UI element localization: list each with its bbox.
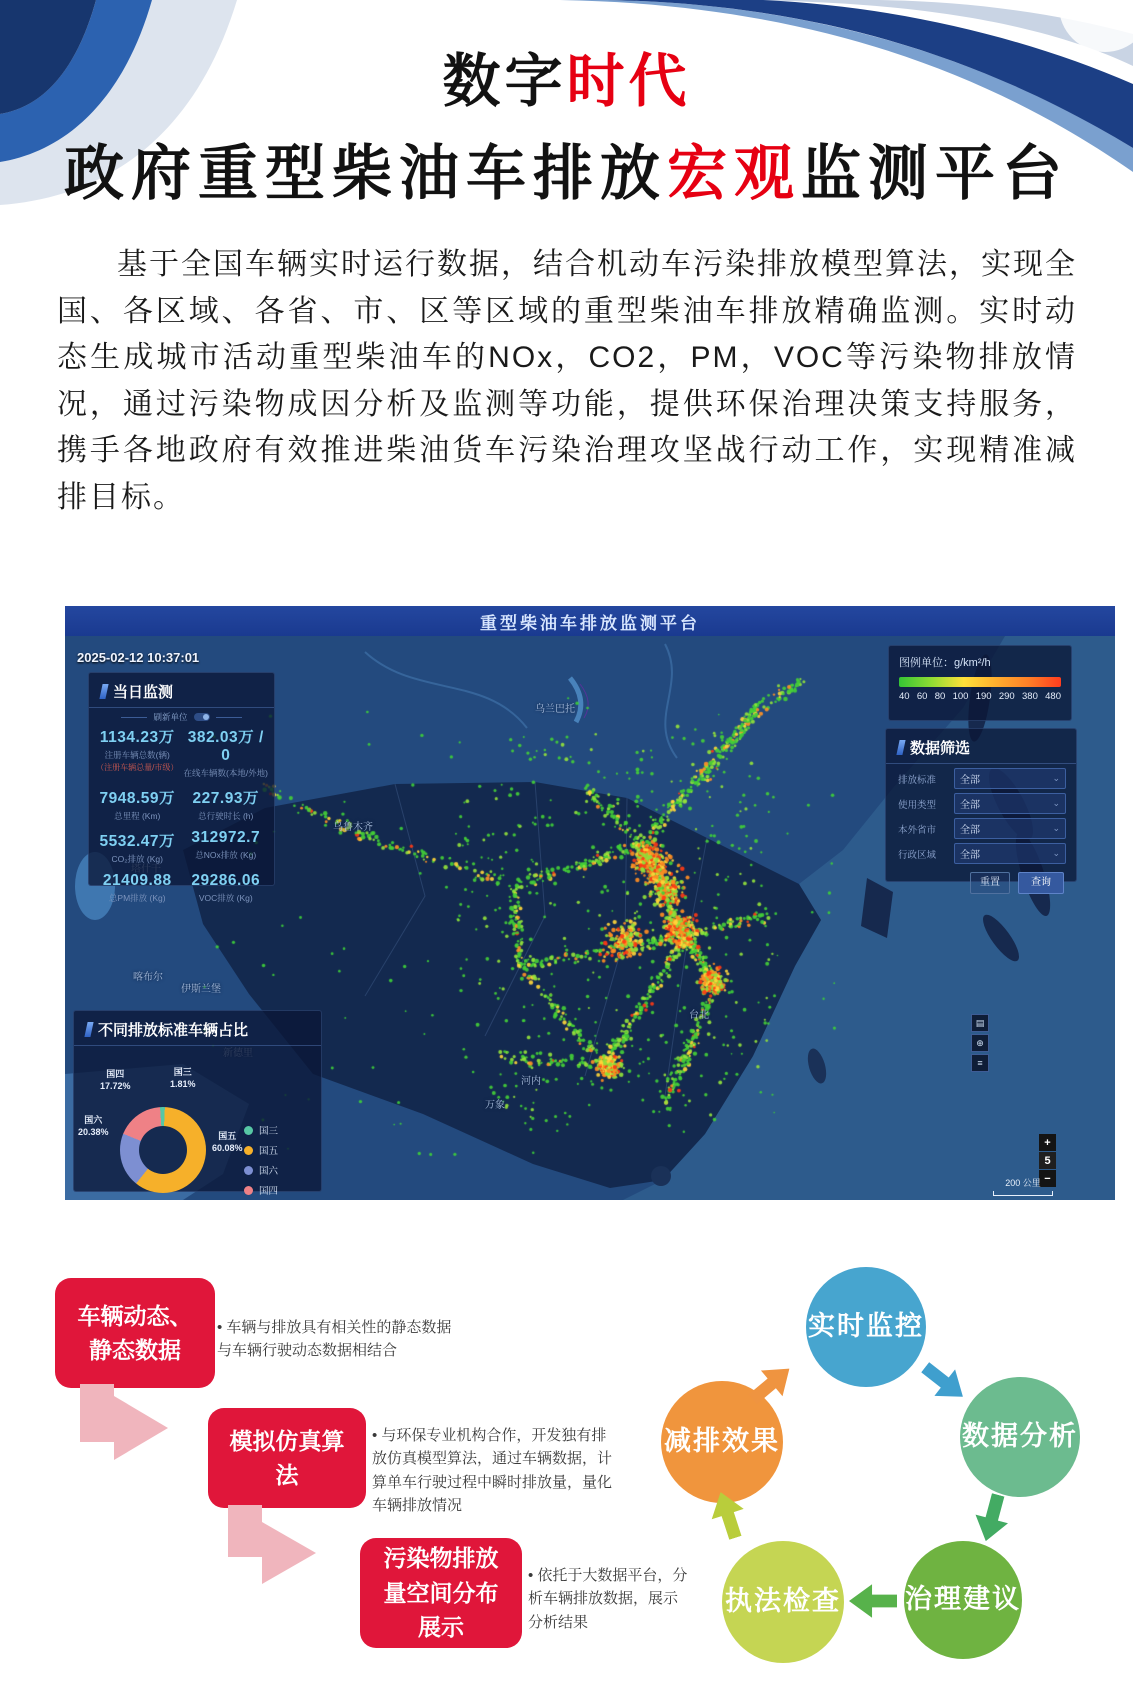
legend-tick: 80 [934, 691, 946, 702]
flow-arrow-2 [228, 1505, 262, 1557]
map-label: 伊斯兰堡 [181, 984, 221, 995]
filter-label: 使用类型 [898, 799, 937, 811]
zoom-in-button[interactable]: + [1039, 1134, 1056, 1151]
legend-tick: 290 [998, 691, 1015, 702]
filter-value: 全部 [960, 850, 980, 861]
filter-select-admin-region[interactable] [954, 843, 1066, 864]
flow-note-spatial-display: • 依托于大数据平台，分析车辆排放数据，展示分析结果 [528, 1564, 688, 1634]
stat-value: 312972.7 [191, 829, 261, 846]
filter-row [886, 789, 1076, 814]
stat-cell [93, 872, 182, 904]
filter-row [886, 814, 1076, 839]
stat-value: 5532.47万 [99, 833, 176, 850]
panel-title-row [89, 673, 274, 708]
donut-callout-guo3: 国三 1.81% [170, 1067, 196, 1089]
refresh-toggle[interactable] [194, 713, 210, 721]
legend-unit-label: 图例单位：g/km²/h [899, 657, 991, 669]
current-timestamp: 2025-02-12 10:37:01 [77, 650, 200, 665]
legend-tick: 100 [952, 691, 969, 702]
title-accent-icon [896, 740, 905, 755]
cycle-arrow-to-advice [966, 1490, 1017, 1547]
cycle-law-enforcement: 执法检查 [722, 1541, 844, 1663]
stat-label: 总行驶时长 (h) [198, 811, 254, 821]
map-label: 乌鲁木齐 [333, 822, 373, 833]
stat-label: 总里程 (Km) [114, 811, 161, 821]
legend-tick: 380 [1022, 691, 1038, 702]
donut-callout-guo6: 国六 20.38% [78, 1115, 109, 1137]
title1-black: 数字 [442, 49, 567, 114]
chevron-down-icon: ⌄ [1052, 773, 1060, 783]
refresh-row [89, 711, 274, 723]
donut-legend-item [244, 1123, 278, 1137]
poster-title-line2 [0, 126, 1133, 212]
poster-title-line1 [0, 34, 1133, 118]
filter-buttons-row [886, 864, 1076, 894]
donut-legend-item [244, 1143, 278, 1157]
legend-dot [244, 1186, 253, 1195]
panel-filter-title: 数据筛选 [910, 740, 971, 757]
donut-legend-item [244, 1163, 278, 1177]
filter-select-local-province[interactable] [954, 818, 1066, 839]
legend-gradient-bar [899, 677, 1061, 687]
stat-value: 29286.06 [191, 872, 261, 889]
chevron-down-icon: ⌄ [1052, 798, 1060, 808]
legend-ticks [899, 691, 1061, 702]
stat-cell [182, 725, 271, 779]
stat-label: 总PM排放 (Kg) [108, 893, 166, 903]
refresh-label: 刷新单位 [153, 712, 188, 722]
chevron-down-icon: ⌄ [1052, 823, 1060, 833]
title-accent-icon [99, 684, 108, 699]
map-scale [993, 1176, 1053, 1196]
scale-bar [993, 1191, 1053, 1196]
panel-donut-title: 不同排放标准车辆占比 [98, 1022, 249, 1039]
title-accent-icon [84, 1022, 93, 1037]
stat-cell [182, 786, 271, 822]
panel-map-legend [888, 645, 1072, 721]
stat-cell [182, 829, 271, 865]
filter-row [886, 839, 1076, 864]
stat-label: 注册车辆总数(辆) [104, 750, 170, 760]
map-label: 万象 [485, 1100, 505, 1111]
dashboard-header [65, 606, 1115, 636]
legend-dot [244, 1126, 253, 1135]
monitor-stats-grid [93, 725, 270, 904]
stat-value: 7948.59万 [99, 790, 176, 807]
map-label: 台北 [689, 1010, 709, 1021]
stat-label: 总NOx排放 (Kg) [195, 850, 257, 860]
chevron-down-icon: ⌄ [1052, 848, 1060, 858]
legend-tick: 190 [975, 691, 992, 702]
title1-red: 时代 [566, 49, 691, 114]
legend-tick: 480 [1045, 691, 1061, 702]
stat-cell [182, 872, 271, 904]
donut-callout-guo4: 国四 17.72% [100, 1069, 131, 1091]
stat-value: 382.03万 / 0 [187, 729, 264, 764]
locate-icon[interactable]: ⊕ [971, 1034, 989, 1052]
stat-label: CO₂排放 (Kg) [111, 854, 163, 864]
panel-emission-standard-share [73, 1010, 322, 1197]
flow-box-spatial-display: 污染物排放量空间分布展示 [360, 1538, 522, 1648]
legend-label: 国五 [259, 1146, 279, 1157]
map-label: 河内 [521, 1076, 541, 1087]
flow-arrow-1 [80, 1384, 114, 1442]
dashboard-title: 重型柴油车排放监测平台 [480, 613, 700, 633]
filter-value: 全部 [960, 800, 980, 811]
filter-label: 排放标准 [898, 774, 937, 786]
legend-dot [244, 1166, 253, 1175]
legend-tick: 40 [899, 691, 910, 702]
stat-value: 227.93万 [192, 790, 259, 807]
intro-paragraph: 基于全国车辆实时运行数据，结合机动车污染排放模型算法，实现全国、各区域、各省、市、区等区域的重型柴油车排放精确监测。实时动态生成城市活动重型柴油车的NOx，CO2，PM，VOC等污染物排放情况，通过污染物成因分析及监测等功能，提供环保治理决策支持服务，携手各地政府有效推进柴油货车污染治理攻坚战行动工作，实现精准减排目标。 [57, 248, 1077, 514]
flow-note-simulation: • 与环保专业机构合作，开发独有排放仿真模型算法，通过车辆数据，计算单车行驶过程中瞬时排放量，量化车辆排放情况 [372, 1424, 617, 1517]
filter-label: 本外省市 [898, 824, 937, 836]
cycle-emission-reduction: 减排效果 [661, 1381, 783, 1503]
legend-label: 国六 [259, 1166, 279, 1177]
stat-label: 在线车辆数(本地/外地) [183, 768, 269, 778]
flow-box-vehicle-data: 车辆动态、静态数据 [55, 1278, 215, 1388]
zoom-out-button[interactable]: − [1039, 1170, 1056, 1187]
filter-row [886, 764, 1076, 789]
map-area[interactable] [65, 636, 1115, 1200]
stat-label: VOC排放 (Kg) [198, 893, 253, 903]
stat-cell [93, 829, 182, 865]
legend-tick: 60 [916, 691, 928, 702]
stat-value: 21409.88 [102, 872, 172, 889]
filter-value: 全部 [960, 775, 980, 786]
flow-box-simulation: 模拟仿真算法 [208, 1408, 366, 1508]
panel-title-row [886, 729, 1076, 764]
map-toolstrip [971, 1014, 989, 1072]
title2-red: 宏观 [667, 140, 801, 207]
cycle-arrow-to-analysis [913, 1351, 975, 1412]
legend-label: 国四 [259, 1186, 279, 1197]
cycle-data-analysis: 数据分析 [960, 1377, 1080, 1497]
filter-value: 全部 [960, 825, 980, 836]
legend-dot [244, 1146, 253, 1155]
cycle-governance-advice: 治理建议 [904, 1541, 1022, 1659]
donut-legend [244, 1123, 278, 1197]
map-label: 乌兰巴托 [535, 704, 575, 715]
stat-cell [93, 786, 182, 822]
filter-select-emission-standard[interactable] [954, 768, 1066, 789]
title2-a: 政府重型柴油车排放 [64, 140, 667, 207]
flow-note-vehicle-data: • 车辆与排放具有相关性的静态数据与车辆行驶动态数据相结合 [217, 1316, 452, 1363]
cycle-arrow-to-enforcement [849, 1581, 897, 1621]
filter-select-usage-type[interactable] [954, 793, 1066, 814]
dashboard-screenshot [65, 606, 1115, 1200]
zoom-level: 5 [1039, 1152, 1056, 1169]
flow-arrow-2-head [262, 1522, 316, 1584]
reset-button[interactable]: 重置 [970, 872, 1010, 894]
cycle-realtime-monitoring: 实时监控 [806, 1267, 926, 1387]
stat-value: 1134.23万 [99, 729, 175, 746]
flow-arrow-1-head [114, 1396, 168, 1460]
map-label: 喀布尔 [133, 972, 163, 983]
donut-legend-item [244, 1183, 278, 1197]
panel-today-monitor [88, 672, 275, 903]
scale-label: 200 公里 [1005, 1178, 1041, 1188]
layers-icon[interactable]: ▤ [971, 1014, 989, 1032]
stat-sublabel: （注册车辆总量/市级） [96, 763, 179, 772]
query-button[interactable]: 查询 [1018, 872, 1064, 894]
stat-cell [93, 725, 182, 779]
list-icon[interactable]: ≡ [971, 1054, 989, 1072]
title2-b: 监测平台 [801, 140, 1069, 207]
panel-title-row [74, 1011, 321, 1046]
legend-label: 国三 [259, 1126, 279, 1137]
panel-data-filter [885, 728, 1077, 888]
panel-monitor-title: 当日监测 [113, 684, 174, 701]
filter-label: 行政区域 [898, 849, 937, 861]
donut-callout-guo5: 国五 60.08% [212, 1131, 243, 1153]
donut-chart [120, 1107, 206, 1193]
